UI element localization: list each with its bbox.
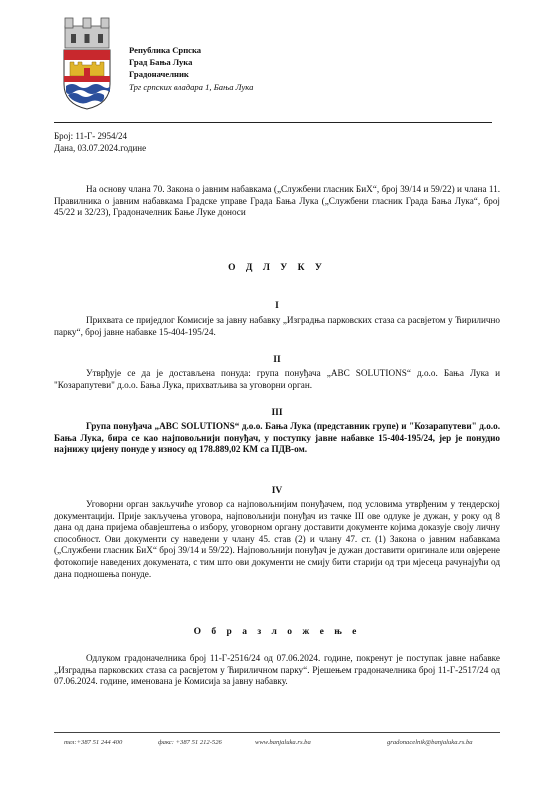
issuer-address: Трг српских владара 1, Бања Лука	[129, 81, 254, 92]
reference-number: Број: 11-Г- 2954/24	[54, 131, 128, 141]
city-coat-of-arms-icon	[61, 16, 113, 111]
reasoning-paragraph: Одлуком градоначелника број 11-Г-2516/24 од 07.06.2024. године, покренут је поступак јавне набавке „Изградња парковских стаза са расвјетом у Ћириличном парку“. Рјешењем градоначелника број 11-Г-2517/24 од 07.06.2024. године, именована је Комисија за јавну набавку.	[54, 653, 500, 687]
section-numeral: IV	[271, 486, 283, 496]
section-numeral: III	[271, 408, 283, 418]
footer-phone: тел:+387 51 244 400	[64, 739, 123, 746]
reference-date: Дана, 03.07.2024.године	[54, 142, 147, 153]
header-divider	[54, 122, 492, 123]
issuer-office: Градоначелник	[129, 69, 189, 80]
footer-email[interactable]: gradonacelnik@banjaluka.rs.ba	[387, 739, 473, 746]
issuer-republic: Република Српска	[129, 45, 202, 55]
issuer-block	[129, 44, 253, 93]
issuer-city: Град Бања Лука	[129, 57, 193, 68]
footer-fax: факс: +387 51 212-526	[158, 739, 222, 746]
preamble-paragraph: На основу члана 70. Закона о јавним набавкама („Службени гласник БиХ“, број 39/14 и 59/22) и члана 11. Правилника о јавним набавкама Градске управе Града Бања Лука („Службени гласник Града Бања Лука“, број 45/22 и 32/23), Градоначелник Бање Луке доноси	[54, 184, 500, 218]
decision-title: О Д Л У К У	[228, 263, 326, 273]
reasoning-title: О б р а з л о ж е њ е	[193, 627, 361, 637]
section-numeral: I	[275, 301, 279, 311]
section-text: Утврђује се да је достављена понуда: група понуђача „ABC SOLUTIONS“ д.о.о. Бања Лука и "Козарапутеви" д.о.о. Бања Лука, прихватљива за уговорни орган.	[54, 368, 500, 390]
footer-divider	[54, 732, 500, 733]
reference-block	[54, 131, 146, 154]
section-numeral: II	[273, 355, 281, 365]
section-text: Прихвата се приједлог Комисије за јавну набавку „Изградња парковских стаза са расвјетом у Ћирилично парку“, број јавне набавке 15-404-195/24.	[54, 315, 500, 337]
footer-website[interactable]: www.banjaluka.rs.ba	[255, 739, 311, 746]
section-text: Уговорни орган закључиће уговор са најповољнијим понуђачем, под условима утврђеним у тендерској документацији. Прије закључења уговора, најповољнији понуђач из тачке III ове одлуке је дужан, у року од 8 дана од дана пријема обавјештења о избору, уговорном органу доставити документе којима доказује своју личну способност. Ови документи су наведени у члану 45. став (2) и члану 47. ст. (1) Закона о јавним набавкама („Службени гласник БиХ“ број 39/14 и 59/22). Најповољнији понуђач је дужан доставити оригинале или овјерене фотокопије наведених докумената, с тим што ови документи не смију бити старији од три мјесеца рачунајући од дана подношења понуде.	[54, 499, 500, 579]
section-text: Група понуђача „ABC SOLUTIONS“ д.о.о. Бања Лука (представник групе) и "Козарапутеви" д.о.о. Бања Лука, бира се као најповољнији понуђач, у поступку јавне набавке 15-404-195/24, јер је понудио најнижу цијену понуде у износу од 178.889,02 КМ са ПДВ-ом.	[54, 421, 500, 455]
